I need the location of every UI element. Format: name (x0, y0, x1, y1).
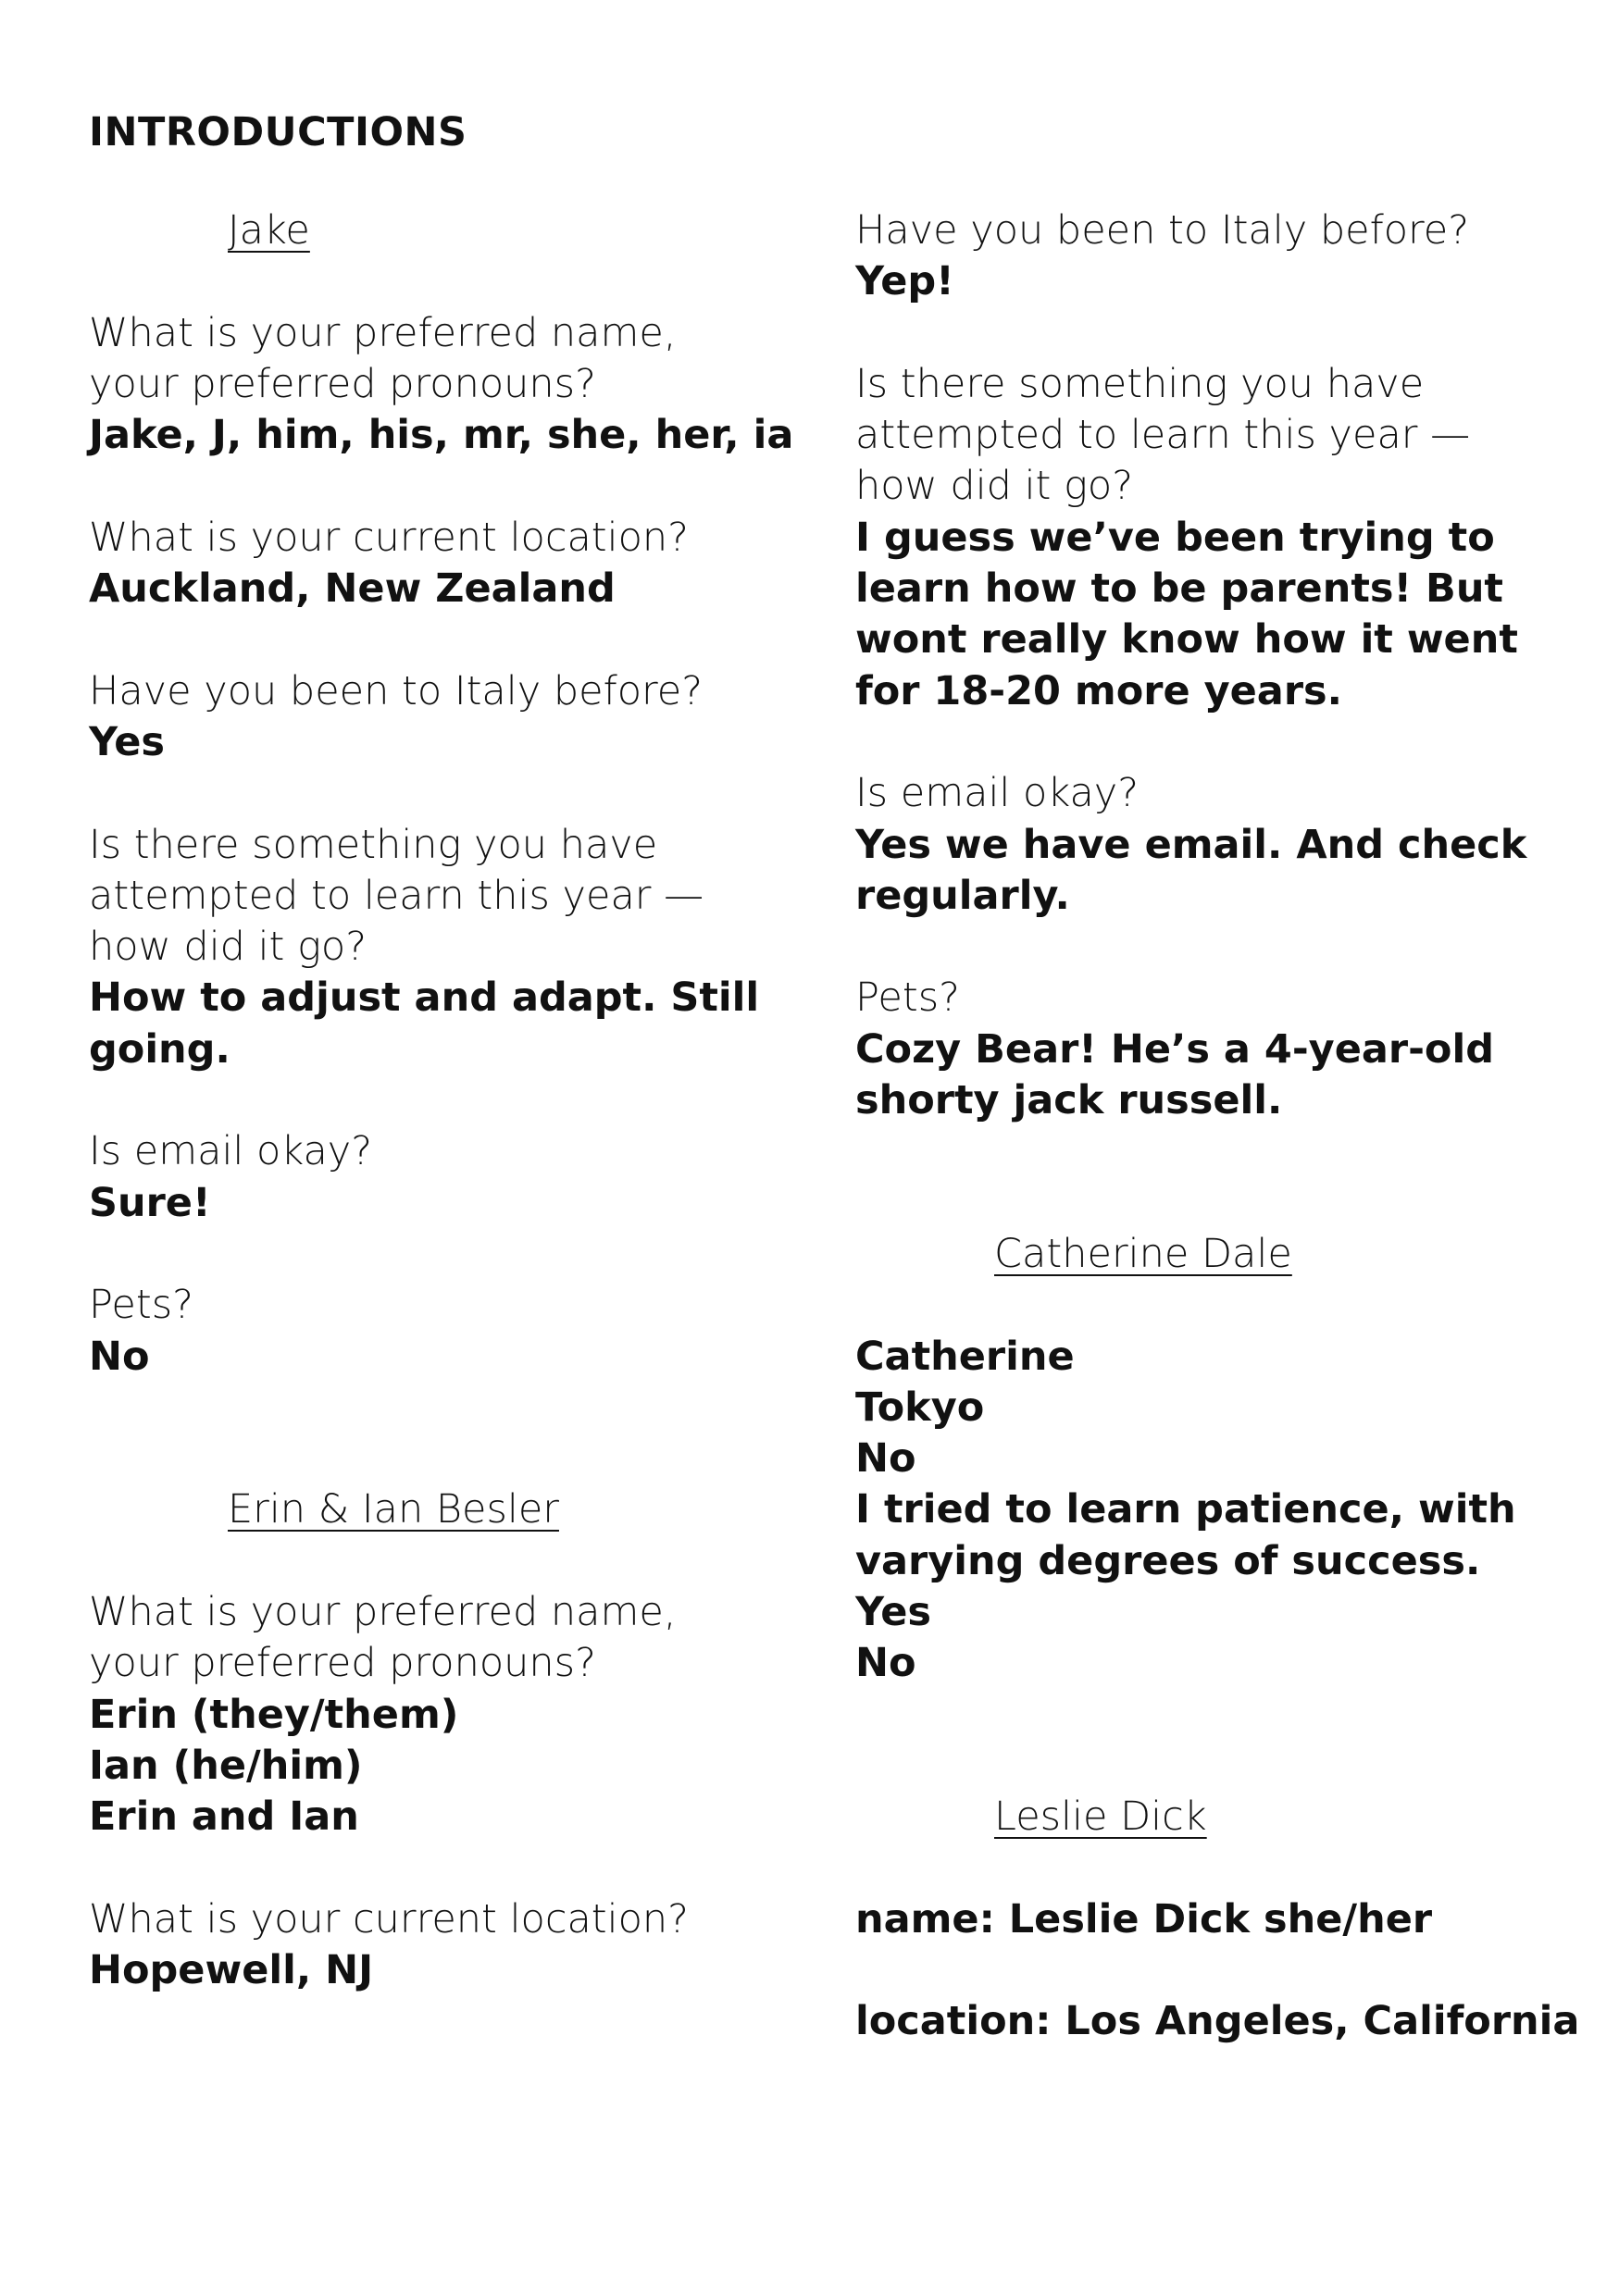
answer-name: Erin and Ian (89, 1793, 359, 1841)
answer-learn: learn how to be parents! But (855, 565, 1503, 613)
question-name: What is your preferred name, (89, 309, 677, 356)
answer-italy: Yes (89, 718, 165, 765)
section-erin-ian (89, 1484, 829, 1535)
section-heading-leslie: Leslie Dick (994, 1793, 1207, 1841)
section-jake (89, 205, 829, 256)
answer-pets: No (89, 1333, 150, 1380)
answer-learn: How to adjust and adapt. Still (89, 974, 760, 1022)
answer-learn: wont really know how it went (855, 616, 1518, 664)
answer-learn: going. (89, 1025, 230, 1073)
answer-learn: for 18-20 more years. (855, 667, 1342, 714)
question-learn: how did it go? (89, 924, 367, 971)
question-learn: attempted to learn this year — (855, 412, 1471, 459)
answer-email: Sure! (89, 1179, 211, 1226)
section-heading-erin-ian: Erin & Ian Besler (228, 1486, 559, 1533)
question-learn: Is there something you have (855, 360, 1425, 407)
answer-pets: shorty jack russell. (855, 1077, 1283, 1124)
right-column (855, 205, 1596, 2048)
question-email: Is email okay? (89, 1128, 373, 1175)
answer-line: Tokyo (855, 1384, 985, 1431)
question-location: What is your current location? (89, 514, 690, 561)
answer-email: regularly. (855, 872, 1070, 919)
question-email: Is email okay? (855, 770, 1140, 817)
answer-name: name: Leslie Dick she/her (855, 1895, 1433, 1942)
question-pets: Pets? (89, 1282, 193, 1329)
answer-line: varying degrees of success. (855, 1537, 1481, 1584)
answer-location: Hopewell, NJ (89, 1947, 374, 1994)
page-title: INTRODUCTIONS (89, 109, 467, 155)
answer-line: Catherine (855, 1333, 1075, 1380)
answer-line: No (855, 1435, 916, 1483)
answer-location: Auckland, New Zealand (89, 565, 616, 613)
question-learn: Is there something you have (89, 821, 658, 868)
question-pronouns: your preferred pronouns? (89, 360, 596, 407)
section-heading-jake: Jake (228, 207, 310, 254)
answer-name: Jake, J, him, his, mr, she, her, ia (89, 412, 794, 459)
question-italy: Have you been to Italy before? (855, 207, 1470, 254)
answer-italy: Yep! (855, 258, 954, 305)
section-leslie (855, 1792, 1596, 1843)
question-learn: attempted to learn this year — (89, 872, 704, 919)
answer-line: Yes (855, 1589, 931, 1636)
answer-email: Yes we have email. And check (855, 821, 1527, 868)
answer-line: I tried to learn patience, with (855, 1486, 1516, 1533)
question-pronouns: your preferred pronouns? (89, 1640, 596, 1687)
answer-pets: Cozy Bear! He’s a 4-year-old (855, 1025, 1494, 1073)
section-heading-catherine: Catherine Dale (994, 1230, 1292, 1277)
section-catherine (855, 1229, 1596, 1280)
answer-line: No (855, 1640, 916, 1687)
answer-name: Ian (he/him) (89, 1742, 363, 1789)
left-column (89, 205, 829, 1996)
answer-name: Erin (they/them) (89, 1691, 459, 1738)
question-pets: Pets? (855, 974, 960, 1022)
question-location: What is your current location? (89, 1895, 690, 1942)
question-italy: Have you been to Italy before? (89, 667, 704, 714)
answer-location: location: Los Angeles, California (855, 1998, 1580, 2045)
question-learn: how did it go? (855, 463, 1134, 510)
answer-learn: I guess we’ve been trying to (855, 514, 1495, 561)
question-name: What is your preferred name, (89, 1589, 677, 1636)
